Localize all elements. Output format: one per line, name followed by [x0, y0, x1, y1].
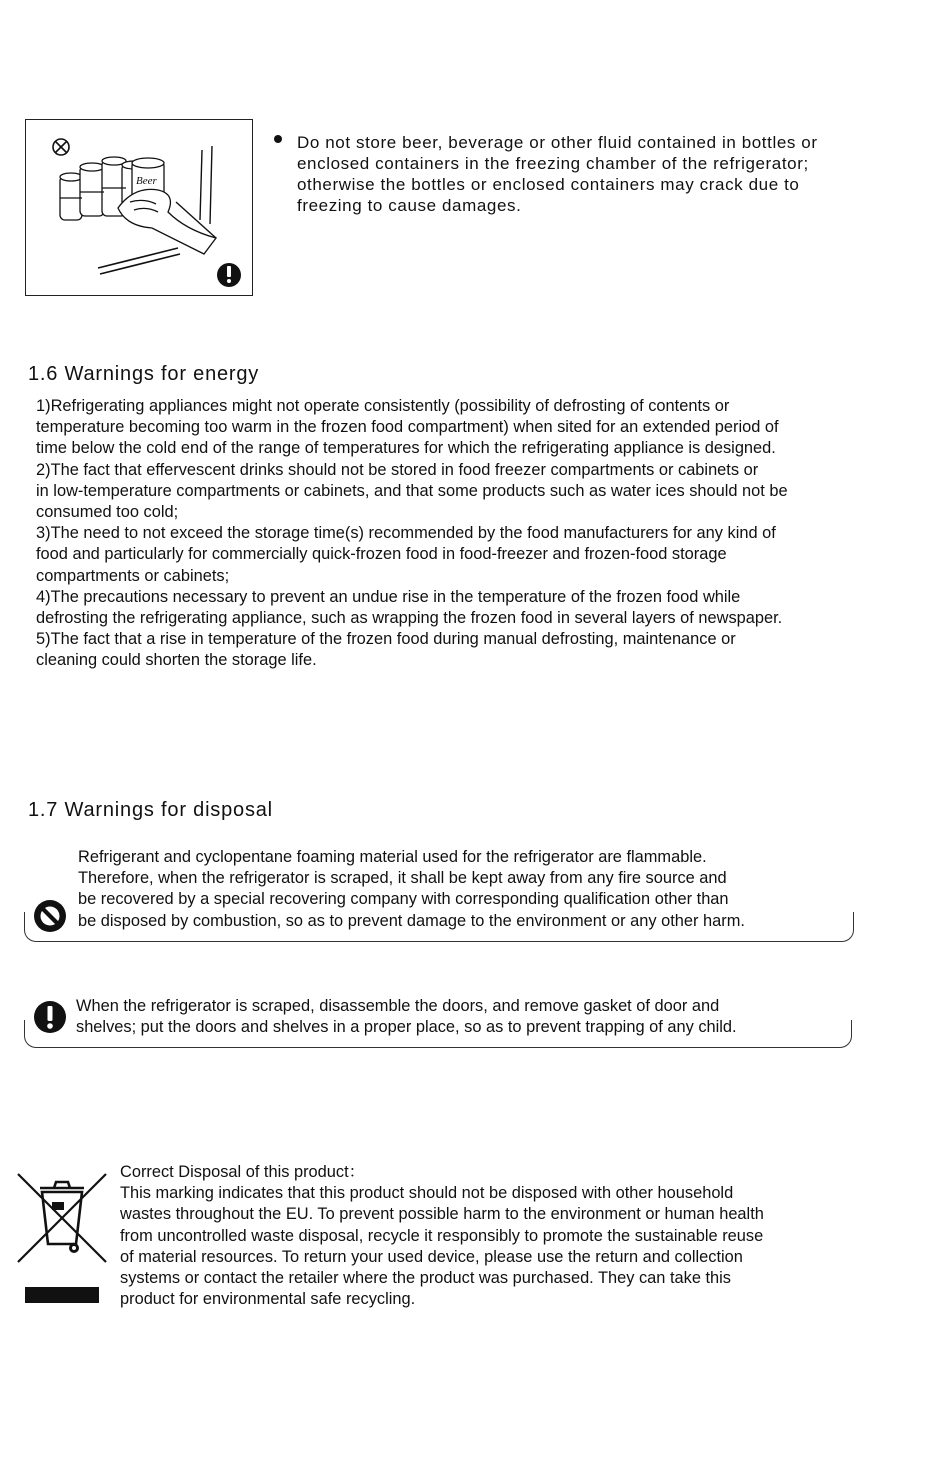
crossed-bin-icon: [14, 1170, 110, 1271]
energy-line: in low-temperature compartments or cabinets, and that some products such as water ices should not be: [36, 481, 788, 500]
disposal-heading: 1.7 Warnings for disposal: [28, 799, 273, 821]
beer-warning-illustration: [25, 119, 253, 296]
energy-line: 2)The fact that effervescent drinks should not be stored in food freezer compartments or cabinets or: [36, 460, 759, 479]
weee-line: of material resources. To return your used device, please use the return and collection: [120, 1247, 743, 1266]
doors-box-bracket: [24, 1020, 852, 1048]
bottles-in-freezer-illustration: [26, 120, 252, 295]
energy-line: 5)The fact that a rise in temperature of the frozen food during manual defrosting, maintenance or: [36, 630, 736, 649]
energy-line: consumed too cold;: [36, 503, 179, 522]
weee-disposal-text: [120, 1162, 764, 1310]
weee-line: systems or contact the retailer where the product was purchased. They can take this: [120, 1269, 732, 1288]
weee-line: from uncontrolled waste disposal, recycle it responsibly to promote the sustainable reuse: [120, 1226, 764, 1245]
flammable-line: be disposed by combustion, so as to prevent damage to the environment or any other harm.: [78, 911, 745, 930]
energy-heading: 1.6 Warnings for energy: [28, 363, 260, 385]
weee-black-bar: [25, 1287, 99, 1303]
flammable-line: be recovered by a special recovering company with corresponding qualification other than: [78, 890, 729, 909]
energy-line: 4)The precautions necessary to prevent an undue rise in the temperature of the frozen food while: [36, 587, 741, 606]
flammable-box-bracket: [24, 912, 854, 942]
flammable-line: Therefore, when the refrigerator is scraped, it shall be kept away from any fire source and: [78, 869, 727, 888]
doors-line: When the refrigerator is scraped, disassemble the doors, and remove gasket of door and: [76, 997, 720, 1015]
energy-line: cleaning could shorten the storage life.: [36, 651, 317, 670]
weee-line: Correct Disposal of this product：: [120, 1163, 366, 1181]
bullet-icon: [274, 135, 282, 143]
energy-warnings-list: [36, 396, 916, 672]
flammable-line: Refrigerant and cyclopentane foaming material used for the refrigerator are flammable.: [78, 848, 707, 866]
energy-line: temperature becoming too warm in the frozen food compartment) when sited for an extended period of: [36, 418, 779, 437]
warning-mark-icon: [217, 263, 241, 287]
beer-warning-line: Do not store beer, beverage or other fluid contained in bottles or: [297, 133, 818, 152]
energy-line: 3)The need to not exceed the storage time(s) recommended by the food manufacturers for any kind of: [36, 524, 776, 543]
beer-warning-line: otherwise the bottles or enclosed containers may crack due to: [297, 175, 800, 194]
beer-can-label: Beer: [136, 175, 157, 187]
energy-line: 1)Refrigerating appliances might not operate consistently (possibility of defrosting of contents or: [36, 397, 730, 415]
beer-warning-line: freezing to cause damages.: [297, 196, 522, 215]
energy-line: time below the cold end of the range of temperatures for which the refrigerating appliance is designed.: [36, 439, 776, 458]
weee-line: wastes throughout the EU. To prevent possible harm to the environment or human health: [120, 1205, 764, 1224]
energy-line: defrosting the refrigerating appliance, such as wrapping the frozen food in several layers of newspaper.: [36, 609, 783, 628]
energy-line: compartments or cabinets;: [36, 566, 230, 585]
energy-line: food and particularly for commercially quick-frozen food in food-freezer and frozen-food storage: [36, 545, 727, 564]
beer-warning-line: enclosed containers in the freezing chamber of the refrigerator;: [297, 154, 809, 173]
prohibited-mark-icon: [53, 139, 69, 155]
doors-line: shelves; put the doors and shelves in a proper place, so as to prevent trapping of any child.: [76, 1018, 737, 1037]
weee-line: This marking indicates that this product should not be disposed with other household: [120, 1184, 734, 1203]
weee-line: product for environmental safe recycling.: [120, 1290, 416, 1309]
beer-warning-text: [297, 132, 897, 216]
